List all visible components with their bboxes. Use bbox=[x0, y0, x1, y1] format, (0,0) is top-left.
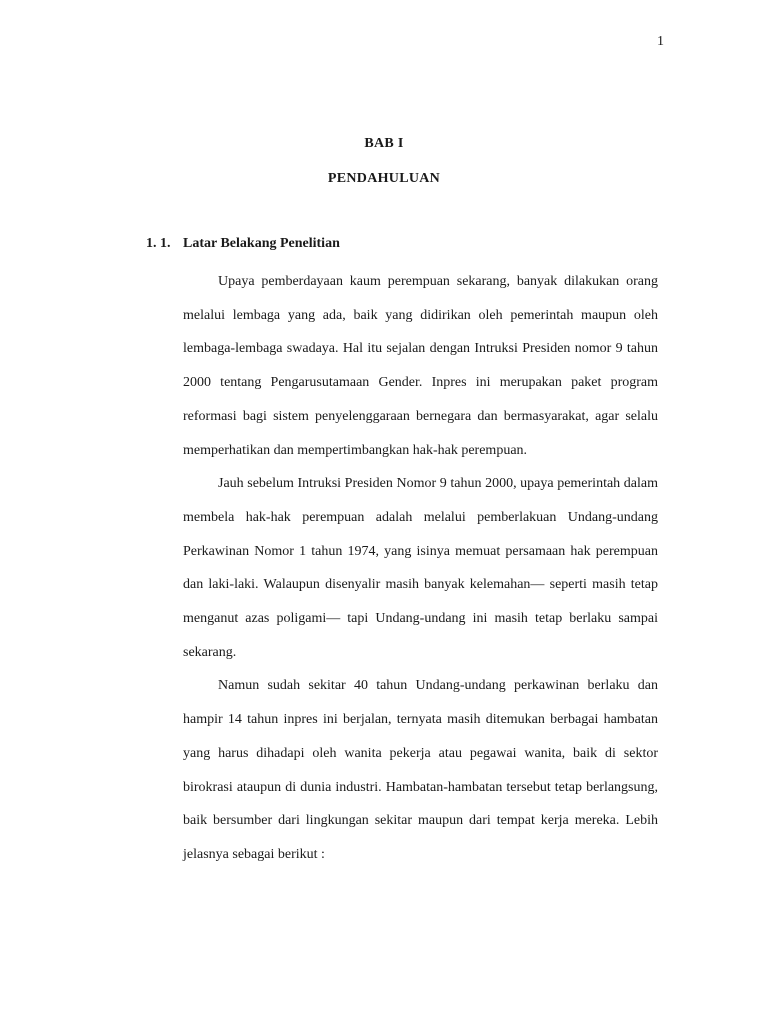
chapter-label: BAB I bbox=[364, 136, 404, 151]
paragraph-1: Upaya pemberdayaan kaum perempuan sekarang, banyak dilakukan orang melalui lembaga yang ada, baik yang didirikan oleh pemerintah maupun oleh lembaga-lembaga swadaya. Hal itu sejalan dengan Intruksi Presiden nomor 9 tahun 2000 tentang Pengarusutamaan Gender. Inpres ini merupakan paket program reformasi bagi sistem penyelenggaraan bernegara dan bermasyarakat, agar selalu memperhatikan dan mempertimbangkan hak-hak perempuan. bbox=[183, 274, 658, 458]
section-title: Latar Belakang Penelitian bbox=[183, 236, 340, 251]
body-text bbox=[183, 265, 658, 872]
section-number: 1. 1. bbox=[146, 236, 171, 251]
chapter-title: PENDAHULUAN bbox=[327, 171, 441, 186]
paragraph-2: Jauh sebelum Intruksi Presiden Nomor 9 tahun 2000, upaya pemerintah dalam membela hak-hak perempuan adalah melalui pemberlakuan Undang-undang Perkawinan Nomor 1 tahun 1974, yang isinya memuat persamaan hak perempuan dan laki-laki. Walaupun disenyalir masih banyak kelemahan— seperti masih tetap menganut azas poligami— tapi Undang-undang ini masih tetap berlaku sampai sekarang. bbox=[183, 476, 658, 660]
section-heading bbox=[146, 236, 340, 252]
page-number: 1 bbox=[657, 34, 664, 49]
paragraph-3: Namun sudah sekitar 40 tahun Undang-undang perkawinan berlaku dan hampir 14 tahun inpres ini berjalan, ternyata masih ditemukan berbagai hambatan yang harus dihadapi oleh wanita pekerja atau pegawai wanita, baik di sektor birokrasi ataupun di dunia industri. Hambatan-hambatan tersebut tetap berlangsung, baik bersumber dari lingkungan sekitar maupun dari tempat kerja mereka. Lebih jelasnya sebagai berikut : bbox=[183, 678, 658, 862]
